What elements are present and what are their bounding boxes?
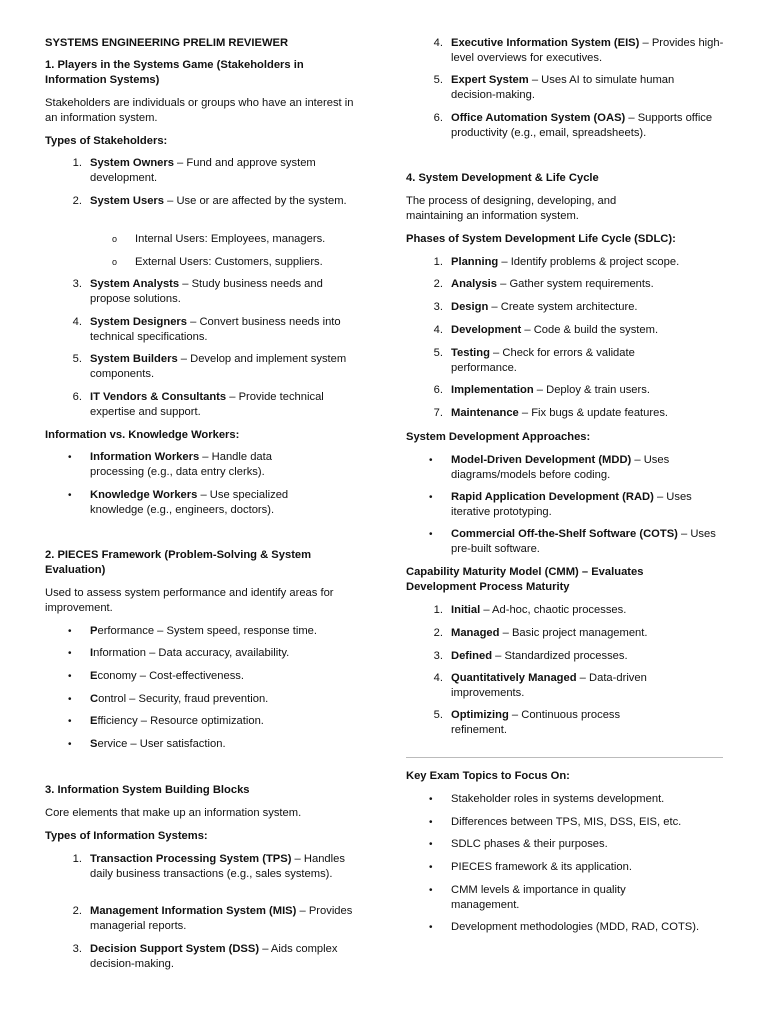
desc: – Uses iterative prototyping. (451, 491, 692, 518)
sub-bullet: o (112, 234, 118, 244)
sub-item-text: Internal Users: Employees, managers. (135, 233, 326, 245)
desc: – Uses AI to simulate human decision-making. (451, 74, 675, 101)
list-number: 1. (72, 157, 82, 169)
desc: fficiency – Resource optimization. (97, 715, 264, 727)
bullet: • (429, 794, 433, 805)
bullet: • (68, 694, 72, 705)
bullet: • (429, 885, 433, 896)
list-item (45, 315, 375, 345)
list-number: 2. (433, 627, 443, 639)
desc: – Provides managerial reports. (90, 905, 353, 932)
section-divider (406, 757, 723, 758)
list-number: 6. (433, 112, 443, 124)
term: IT Vendors & Consultants (90, 391, 227, 403)
section-4-heading: 4. System Development & Life Cycle (406, 172, 599, 184)
list-number: 6. (433, 384, 443, 396)
key-topics-heading: Key Exam Topics to Focus On: (406, 770, 570, 782)
list-item (406, 815, 726, 830)
bullet: • (429, 839, 433, 850)
list-item (406, 603, 726, 618)
term: Transaction Processing System (TPS) (90, 853, 292, 865)
desc: erformance – System speed, response time. (97, 625, 317, 637)
sdlc-phases-heading: Phases of System Development Life Cycle (SDLC): (406, 233, 676, 245)
desc: – Code & build the system. (521, 324, 659, 336)
desc: nformation – Data accuracy, availability. (93, 647, 290, 659)
bullet: • (429, 455, 433, 466)
list-item (45, 737, 375, 752)
term: Analysis (451, 278, 498, 290)
bullet: • (68, 716, 72, 727)
list-number: 4. (433, 324, 443, 336)
list-number: 5. (72, 353, 82, 365)
initial-letter: S (90, 738, 98, 750)
term: Knowledge Workers (90, 489, 198, 501)
initial-letter: P (90, 625, 98, 637)
is-types-heading: Types of Information Systems: (45, 830, 208, 842)
list-number: 1. (433, 604, 443, 616)
workers-heading: Information vs. Knowledge Workers: (45, 429, 240, 441)
list-item (406, 860, 726, 875)
list-item (406, 527, 726, 557)
list-number: 3. (433, 650, 443, 662)
term: Expert System (451, 74, 529, 86)
list-item (45, 488, 375, 518)
term: System Designers (90, 316, 188, 328)
bullet: • (429, 529, 433, 540)
approaches-heading: System Development Approaches: (406, 431, 591, 443)
sub-list-item (45, 232, 375, 247)
list-item (45, 194, 375, 209)
bullet: • (429, 862, 433, 873)
term: Implementation (451, 384, 534, 396)
list-item (406, 920, 726, 935)
list-number: 2. (72, 905, 82, 917)
list-item (406, 277, 726, 292)
term: Development (451, 324, 522, 336)
list-item (406, 111, 726, 141)
list-item (406, 255, 726, 270)
topic-text: CMM levels & importance in quality management. (451, 884, 626, 911)
initial-letter: I (90, 647, 94, 659)
desc: – Standardized processes. (492, 650, 628, 662)
sub-list-item (45, 255, 375, 270)
term: Management Information System (MIS) (90, 905, 297, 917)
list-number: 2. (433, 278, 443, 290)
desc: – Fund and approve system development. (90, 157, 316, 184)
desc: – Data-driven improvements. (451, 672, 647, 699)
desc: – Convert business needs into technical specifications. (90, 316, 341, 343)
list-item (406, 323, 726, 338)
term: Executive Information System (EIS) (451, 37, 640, 49)
bullet: • (68, 739, 72, 750)
bullet: • (68, 490, 72, 501)
list-item (45, 692, 375, 707)
list-item (406, 649, 726, 664)
desc: – Provides high-level overviews for executives. (451, 37, 724, 64)
desc: – Use specialized knowledge (e.g., engineers, doctors). (90, 489, 289, 516)
initial-letter: E (90, 715, 98, 727)
desc: – Ad-hoc, chaotic processes. (480, 604, 627, 616)
list-item (45, 714, 375, 729)
desc: – Continuous process refinement. (451, 709, 621, 736)
list-number: 1. (433, 256, 443, 268)
term: System Analysts (90, 278, 180, 290)
term: Office Automation System (OAS) (451, 112, 626, 124)
term: System Owners (90, 157, 174, 169)
topic-text: SDLC phases & their purposes. (451, 838, 608, 850)
desc: ontrol – Security, fraud prevention. (98, 693, 269, 705)
term: Testing (451, 347, 490, 359)
topic-text: Development methodologies (MDD, RAD, COTS). (451, 921, 700, 933)
term: Maintenance (451, 407, 519, 419)
section-3-heading: 3. Information System Building Blocks (45, 784, 250, 796)
bullet: • (429, 922, 433, 933)
desc: ervice – User satisfaction. (97, 738, 226, 750)
desc: – Create system architecture. (488, 301, 638, 313)
list-number: 7. (433, 407, 443, 419)
list-item (45, 352, 375, 382)
list-number: 3. (72, 278, 82, 290)
list-number: 5. (433, 74, 443, 86)
term: Model-Driven Development (MDD) (451, 454, 632, 466)
topic-text: Stakeholder roles in systems development. (451, 793, 665, 805)
desc: – Fix bugs & update features. (518, 407, 669, 419)
list-number: 5. (433, 347, 443, 359)
desc: – Check for errors & validate performance. (451, 347, 635, 374)
section-4-intro: The process of designing, developing, and maintaining an information system. (406, 195, 617, 222)
desc: – Supports office productivity (e.g., email, spreadsheets). (451, 112, 713, 139)
term: Decision Support System (DSS) (90, 943, 260, 955)
list-number: 5. (433, 709, 443, 721)
desc: – Basic project management. (499, 627, 648, 639)
term: Commercial Off-the-Shelf Software (COTS) (451, 528, 678, 540)
desc: – Aids complex decision-making. (90, 943, 338, 970)
desc: – Develop and implement system components. (90, 353, 347, 380)
list-number: 3. (433, 301, 443, 313)
list-item (45, 942, 375, 972)
list-item (406, 300, 726, 315)
desc: – Handle data processing (e.g., data entry clerks). (90, 451, 272, 478)
bullet: • (68, 452, 72, 463)
bullet: • (68, 671, 72, 682)
list-item (406, 453, 726, 483)
desc: – Provide technical expertise and support. (90, 391, 324, 418)
term: Defined (451, 650, 493, 662)
term: Quantitatively Managed (451, 672, 577, 684)
sub-item-text: External Users: Customers, suppliers. (135, 256, 323, 268)
section-2-intro: Used to assess system performance and identify areas for improvement. (45, 587, 334, 614)
list-number: 4. (433, 37, 443, 49)
list-item (406, 626, 726, 641)
term: Planning (451, 256, 499, 268)
section-1-heading: 1. Players in the Systems Game (Stakeholders in Information Systems) (45, 59, 304, 86)
topic-text: Differences between TPS, MIS, DSS, EIS, etc. (451, 816, 682, 828)
term: Rapid Application Development (RAD) (451, 491, 654, 503)
sub-bullet: o (112, 257, 118, 267)
list-number: 3. (72, 943, 82, 955)
term: Design (451, 301, 489, 313)
term: System Builders (90, 353, 178, 365)
bullet: • (68, 626, 72, 637)
list-number: 6. (72, 391, 82, 403)
initial-letter: C (90, 693, 99, 705)
desc: – Deploy & train users. (533, 384, 650, 396)
desc: – Handles daily business transactions (e.g., sales systems). (90, 853, 345, 880)
desc: – Study business needs and propose solutions. (90, 278, 323, 305)
list-number: 1. (72, 853, 82, 865)
list-item (45, 669, 375, 684)
list-item (45, 904, 375, 934)
list-item (45, 156, 375, 186)
stakeholder-types-heading: Types of Stakeholders: (45, 135, 168, 147)
list-number: 2. (72, 195, 82, 207)
list-item (406, 671, 726, 701)
desc: – Uses pre-built software. (451, 528, 716, 555)
initial-letter: E (90, 670, 98, 682)
list-item (45, 624, 375, 639)
list-item (406, 837, 726, 852)
list-item (406, 73, 726, 103)
list-number: 4. (433, 672, 443, 684)
bullet: • (429, 817, 433, 828)
bullet: • (429, 492, 433, 503)
list-number: 4. (72, 316, 82, 328)
list-item (406, 883, 726, 913)
list-item (45, 390, 375, 420)
bullet: • (68, 648, 72, 659)
term: Initial (451, 604, 481, 616)
term: System Users (90, 195, 165, 207)
list-item (406, 490, 726, 520)
list-item (406, 346, 726, 376)
topic-text: PIECES framework & its application. (451, 861, 632, 873)
desc: – Gather system requirements. (497, 278, 654, 290)
list-item (45, 852, 375, 882)
section-3-intro: Core elements that make up an information system. (45, 807, 302, 819)
term: Information Workers (90, 451, 200, 463)
list-item (406, 406, 726, 421)
desc: – Identify problems & project scope. (498, 256, 680, 268)
term: Optimizing (451, 709, 509, 721)
term: Managed (451, 627, 500, 639)
list-item (406, 36, 726, 66)
document-title: SYSTEMS ENGINEERING PRELIM REVIEWER (45, 37, 289, 49)
cmm-heading: Capability Maturity Model (CMM) – Evaluates Development Process Maturity (406, 566, 644, 593)
list-item (45, 646, 375, 661)
desc: – Use or are affected by the system. (164, 195, 347, 207)
list-item (406, 792, 726, 807)
section-2-heading: 2. PIECES Framework (Problem-Solving & System Evaluation) (45, 549, 312, 576)
desc: conomy – Cost-effectiveness. (97, 670, 245, 682)
list-item (45, 277, 375, 307)
list-item (406, 708, 726, 738)
desc: – Uses diagrams/models before coding. (451, 454, 670, 481)
section-1-intro: Stakeholders are individuals or groups who have an interest in an information system. (45, 97, 354, 124)
list-item (406, 383, 726, 398)
list-item (45, 450, 375, 480)
